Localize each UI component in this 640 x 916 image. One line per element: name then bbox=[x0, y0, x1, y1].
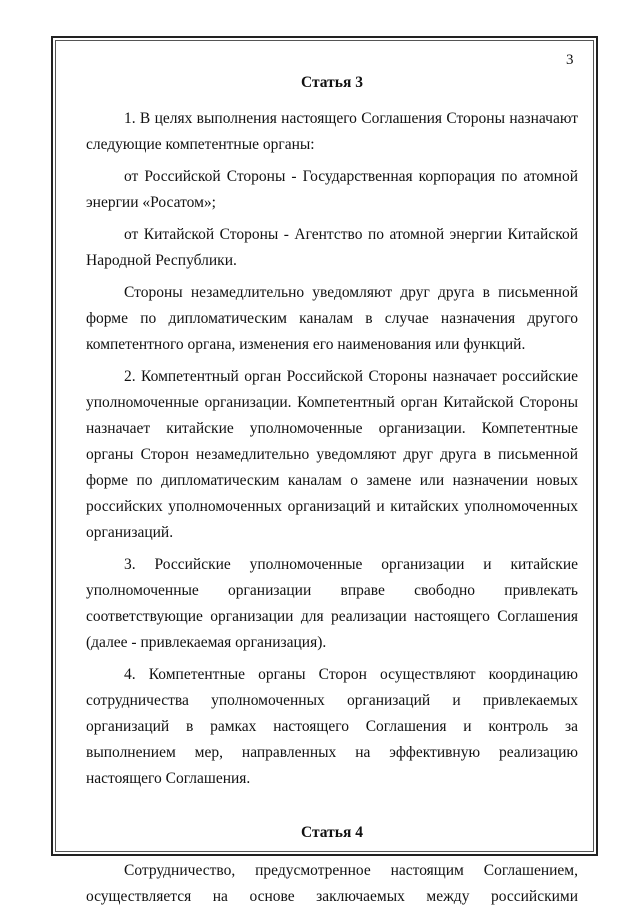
article-3-paragraph-7: 4. Компетентные органы Сторон осуществляют координацию сотрудничества уполномоченных организаций и привлекаемых организаций в рамках настоящего Соглашения и контроль за выполнением мер, направленных на эффективную реализацию настоящего Соглашения. bbox=[86, 666, 578, 787]
article-3-paragraph-2: от Российской Стороны - Государственная корпорация по атомной энергии «Росатом»; bbox=[86, 168, 578, 211]
page-number: 3 bbox=[566, 52, 574, 68]
article-3-paragraph-3: от Китайской Стороны - Агентство по атомной энергии Китайской Народной Республики. bbox=[86, 226, 578, 269]
article-4-paragraph-1: Сотрудничество, предусмотренное настоящим Соглашением, осуществляется на основе заключаемых между российскими bbox=[86, 862, 578, 905]
article-3-title: Статья 3 bbox=[301, 74, 363, 91]
article-3-paragraph-6: 3. Российские уполномоченные организации и китайские уполномоченные организации вправе свободно привлекать соответствующие организации для реализации настоящего Соглашения (далее - привлекаемая организация). bbox=[86, 556, 578, 651]
article-4-title: Статья 4 bbox=[301, 824, 363, 841]
document-body bbox=[86, 70, 578, 916]
article-3-paragraph-1: 1. В целях выполнения настоящего Соглашения Стороны назначают следующие компетентные органы: bbox=[86, 110, 578, 153]
article-3-paragraph-5: 2. Компетентный орган Российской Стороны назначает российские уполномоченные организации. Компетентный орган Китайской Стороны назначает китайские уполномоченные организации. Компетентные органы Сторон незамедлительно уведомляют друг друга в письменной форме по дипломатическим каналам о замене или назначении новых российских уполномоченных организаций и китайских уполномоченных организаций. bbox=[86, 368, 578, 541]
article-3-paragraph-4: Стороны незамедлительно уведомляют друг друга в письменной форме по дипломатическим каналам в случае назначения другого компетентного органа, изменения его наименования или функций. bbox=[86, 284, 578, 353]
